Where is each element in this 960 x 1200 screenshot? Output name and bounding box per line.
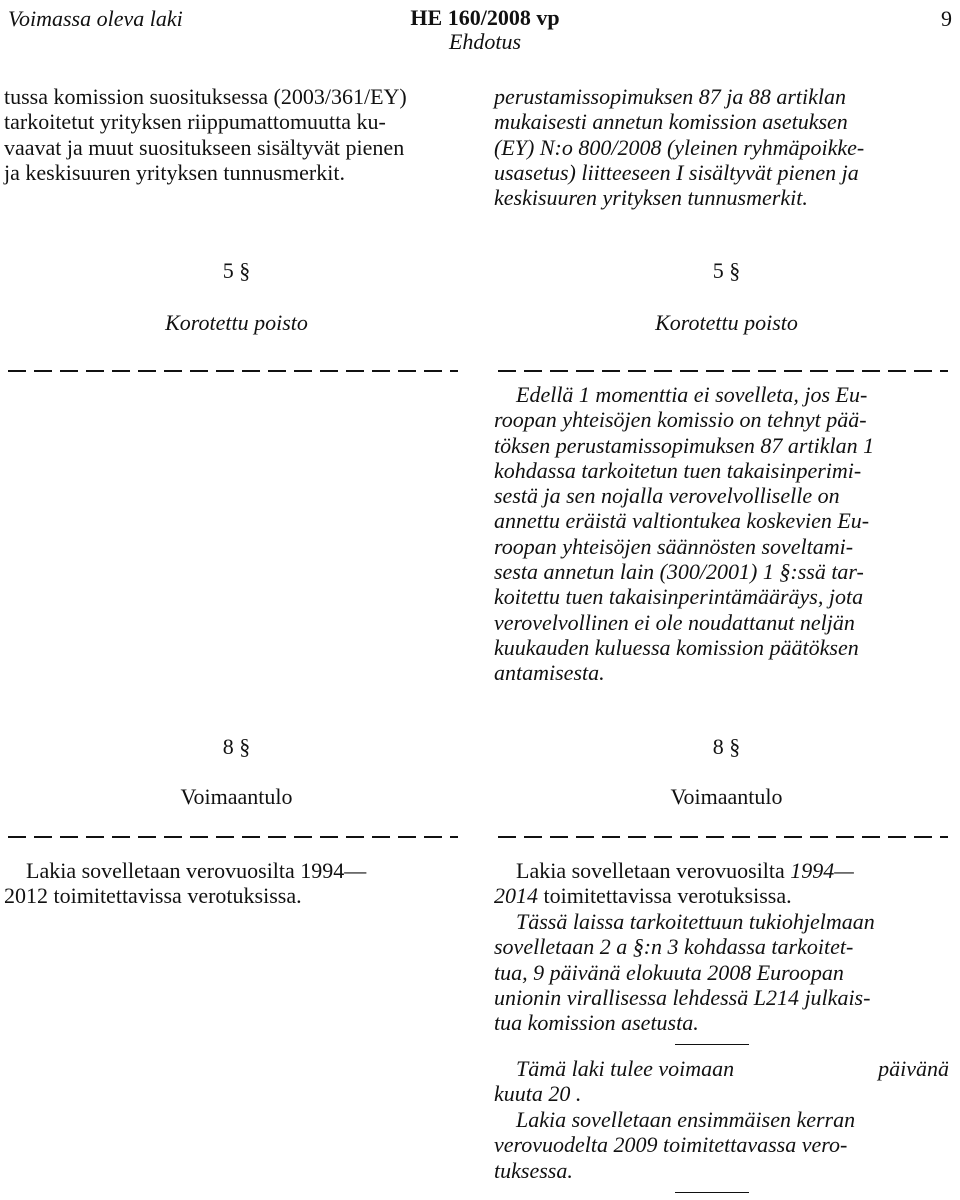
left-intro-line: tussa komission suosituksessa (2003/361/EY) [4, 84, 407, 109]
right-section-5-line: koitettu tuen takaisinperintämääräys, jota [494, 584, 864, 610]
right-section-8-year-end: 2014 [494, 883, 538, 909]
effect-line [494, 1056, 959, 1081]
right-section-8-title: Voimaantulo [670, 784, 783, 809]
right-section-5-line: annettu eräistä valtiontukea koskevien Eu- [494, 508, 870, 534]
left-section-8-line: Lakia sovelletaan verovuosilta 1994— [26, 858, 367, 883]
left-intro-line: ja keskisuuren yrityksen tunnusmerkit. [4, 159, 345, 185]
left-section-5-number: 5 § [222, 258, 251, 283]
closing-rule [675, 1192, 749, 1193]
right-section-5-line: töksen perustamissopimuksen 87 artiklan 1 [494, 432, 875, 458]
right-section-8-line: unionin virallisessa lehdessä L214 julkais- [494, 984, 871, 1010]
separator-rule [675, 1044, 749, 1045]
right-intro-line: usasetus) liitteeseen I sisältyvät pienen ja [494, 159, 859, 185]
header-center [400, 6, 570, 54]
right-section-8-paragraph-1 [494, 858, 959, 909]
left-section-5-omission-dashes [8, 370, 458, 372]
right-section-8-line: Tässä laissa tarkoitettuun tukiohjelmaan [516, 909, 875, 934]
right-section-5-line: antamisesta. [494, 660, 605, 686]
right-section-5-line: sestä ja sen nojalla verovelvolliselle on [494, 483, 840, 509]
right-section-8-omission-dashes [498, 836, 948, 838]
left-intro-line: vaavat ja muut suositukseen sisältyvät pienen [4, 134, 405, 160]
right-section-8-line [494, 858, 959, 883]
right-section-5-line: roopan yhteisöjen säännösten soveltami- [494, 533, 854, 559]
header-center-label: Ehdotus [448, 29, 522, 54]
right-section-5-paragraph [494, 382, 959, 686]
right-section-8-text: toimitettavissa verotuksissa. [538, 883, 792, 909]
right-intro-line: (EY) N:o 800/2008 (yleinen ryhmäpoikke- [494, 134, 865, 160]
right-section-8-line [494, 883, 959, 908]
right-section-5-line: kohdassa tarkoitetun tuen takaisinperimi- [494, 457, 862, 483]
document-id: HE 160/2008 vp [410, 5, 560, 30]
left-section-8-number: 8 § [222, 734, 251, 759]
right-section-5-line: kuukauden kuluessa komission päätöksen [494, 634, 859, 660]
right-section-8-paragraph-2 [494, 909, 959, 1035]
right-section-5-line: roopan yhteisöjen komissio on tehnyt pää- [494, 407, 867, 433]
application-line: tuksessa. [494, 1157, 573, 1183]
right-intro-paragraph [494, 84, 959, 210]
effect-text-end: päivänä [878, 1056, 949, 1081]
right-section-5-title: Korotettu poisto [655, 310, 798, 335]
right-section-8-line: sovelletaan 2 a §:n 3 kohdassa tarkoitet- [494, 934, 854, 960]
effect-paragraph [494, 1056, 959, 1107]
right-section-8-line: tua komission asetusta. [494, 1010, 699, 1036]
left-intro-line: tarkoitetut yrityksen riippumattomuutta ku- [4, 109, 386, 135]
left-section-8-omission-dashes [8, 836, 458, 838]
right-section-5-line: Edellä 1 momenttia ei sovelleta, jos Eu- [516, 382, 868, 407]
header-left-label: Voimassa oleva laki [8, 6, 183, 31]
application-paragraph [494, 1107, 959, 1183]
left-intro-paragraph [4, 84, 469, 185]
right-intro-line: keskisuuren yrityksen tunnusmerkit. [494, 185, 808, 211]
left-section-8-paragraph [4, 858, 469, 909]
application-line: Lakia sovelletaan ensimmäisen kerran [516, 1107, 856, 1132]
left-section-8-line: 2012 toimitettavissa verotuksissa. [4, 883, 302, 909]
page-number: 9 [941, 6, 952, 31]
right-section-8-text: Lakia sovelletaan verovuosilta [516, 858, 791, 883]
right-section-8-line: tua, 9 päivänä elokuuta 2008 Euroopan [494, 959, 844, 985]
right-section-8-year-start: 1994— [790, 858, 854, 883]
effect-text: Tämä laki tulee voimaan [516, 1056, 735, 1081]
application-line: verovuodelta 2009 toimitettavassa vero- [494, 1132, 848, 1158]
right-intro-line: perustamissopimuksen 87 ja 88 artiklan [494, 84, 846, 109]
effect-line: kuuta 20 . [494, 1081, 582, 1107]
left-section-5-title: Korotettu poisto [165, 310, 308, 335]
right-section-5-line: sesta annetun lain (300/2001) 1 §:ssä tar- [494, 559, 864, 585]
left-section-8-title: Voimaantulo [180, 784, 293, 809]
right-section-5-omission-dashes [498, 370, 948, 372]
right-section-5-line: verovelvollinen ei ole noudattanut neljän [494, 609, 855, 635]
right-section-5-number: 5 § [712, 258, 741, 283]
right-section-8-number: 8 § [712, 734, 741, 759]
right-intro-line: mukaisesti annetun komission asetuksen [494, 109, 848, 135]
